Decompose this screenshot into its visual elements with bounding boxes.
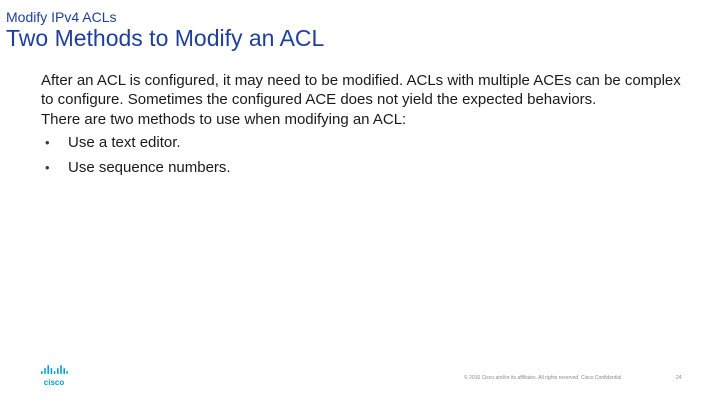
bullet-item-text-editor <box>41 133 681 152</box>
bullet-icon: • <box>45 135 50 150</box>
bullet-list <box>41 133 681 177</box>
bullet-text: Use a text editor. <box>68 134 181 151</box>
bullet-icon: • <box>45 160 50 175</box>
cisco-logo-icon <box>40 365 68 387</box>
bullet-item-sequence-numbers <box>41 158 681 177</box>
body-paragraph-1: After an ACL is configured, it may need to be modified. ACLs with multiple ACEs can be complex to configure. Sometimes the configured ACE does not yield the expected behaviors. <box>41 72 681 108</box>
bullet-text: Use sequence numbers. <box>68 159 231 176</box>
page-number: 24 <box>676 375 682 381</box>
section-label: Modify IPv4 ACLs <box>6 9 117 25</box>
footer-copyright: © 2016 Cisco and/or its affiliates. All rights reserved. Cisco Confidential <box>464 375 622 381</box>
slide-body <box>41 71 681 183</box>
slide-title: Two Methods to Modify an ACL <box>6 25 325 51</box>
cisco-logo-text: cisco <box>43 378 65 387</box>
body-paragraph-2: There are two methods to use when modifying an ACL: <box>41 111 407 128</box>
